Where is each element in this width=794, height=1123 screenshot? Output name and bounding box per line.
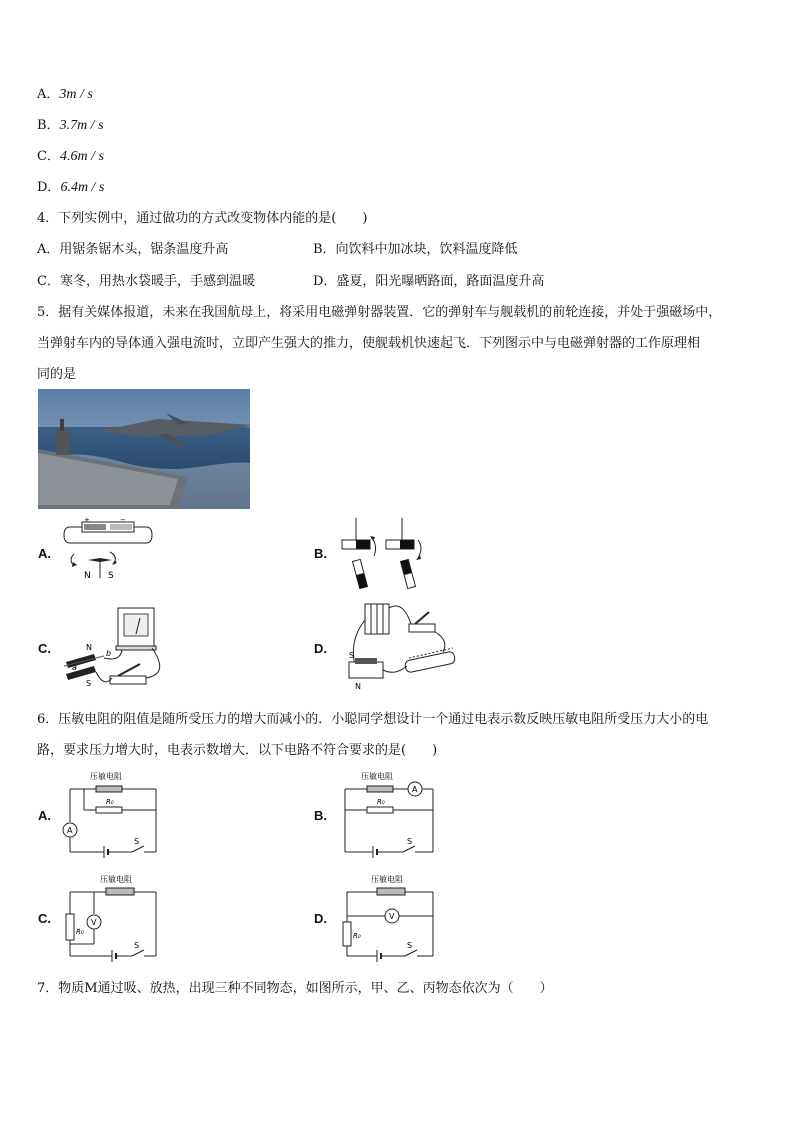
q3-option-a-value: 3m / s xyxy=(59,87,93,102)
q6-option-d-label: D. xyxy=(314,911,327,926)
q6-option-b-label: B. xyxy=(314,808,327,823)
q3-option-d-text: D． xyxy=(37,180,61,195)
aircraft-carrier-photo xyxy=(38,389,250,509)
svg-text:压敏电阻: 压敏电阻 xyxy=(100,875,132,884)
svg-text:S: S xyxy=(407,941,413,950)
coil-compass-diagram xyxy=(60,516,160,586)
compass-s-label: S xyxy=(108,571,114,581)
q4-option-c: C．寒冬，用热水袋暖手，手感到温暖 xyxy=(37,274,255,289)
circuit-d xyxy=(337,872,447,962)
magnet-rotation-diagram xyxy=(336,516,436,590)
svg-text:R₀: R₀ xyxy=(106,798,114,806)
circuit-a xyxy=(60,770,170,860)
q3-option-a xyxy=(37,83,93,103)
q5-option-a-label: A. xyxy=(38,546,51,561)
q4-option-d: D．盛夏，阳光曝晒路面，路面温度升高 xyxy=(313,274,545,289)
q3-option-d xyxy=(37,176,104,196)
svg-text:压敏电阻: 压敏电阻 xyxy=(371,875,403,884)
q6-option-c-label: C. xyxy=(38,911,51,926)
q5-option-b-label: B. xyxy=(314,546,327,561)
q3-option-b-text: B． xyxy=(37,118,60,133)
q3-option-c xyxy=(37,145,104,165)
electromagnet-apparatus-diagram xyxy=(345,600,465,692)
compass-n-label: N xyxy=(84,571,91,581)
q3-option-d-value: 6.4m / s xyxy=(60,180,105,195)
q7-stem: 7．物质M通过吸、放热，出现三种不同物态，如图所示，甲、乙、丙物态依次为（ ） xyxy=(37,981,553,996)
q5-option-d-label: D. xyxy=(314,641,327,656)
q3-option-a-text: A． xyxy=(37,87,60,102)
circuit-b xyxy=(337,770,447,860)
q5-stem-line-3: 同的是 xyxy=(37,367,77,382)
svg-text:A: A xyxy=(412,785,418,794)
q4-option-b: B．向饮料中加冰块，饮料温度降低 xyxy=(313,242,518,257)
svg-text:b: b xyxy=(106,649,112,658)
svg-text:+: + xyxy=(84,516,90,524)
circuit-c xyxy=(60,872,170,962)
electromagnet-n-label: N xyxy=(355,682,361,691)
svg-text:V: V xyxy=(91,918,97,927)
svg-text:R₀: R₀ xyxy=(353,932,361,940)
electromagnet-s-label: S xyxy=(349,651,355,660)
q3-option-c-text: C． xyxy=(37,149,60,164)
svg-text:R₀: R₀ xyxy=(377,798,385,806)
q4-stem: 4．下列实例中，通过做功的方式改变物体内能的是( ) xyxy=(37,211,368,226)
svg-text:S: S xyxy=(134,941,140,950)
q3-option-c-value: 4.6m / s xyxy=(59,149,104,164)
q6-option-a-label: A. xyxy=(38,808,51,823)
q3-option-b xyxy=(37,114,104,134)
svg-text:A: A xyxy=(67,826,73,835)
q5-option-c-label: C. xyxy=(38,641,51,656)
svg-text:V: V xyxy=(389,912,395,921)
q5-stem-line-1: 5．据有关媒体报道，未来在我国航母上，将采用电磁弹射器装置．它的弹射车与舰载机的前轮连接，并处于强磁场中， xyxy=(37,305,722,320)
sensor-label: 压敏电阻 xyxy=(90,772,122,781)
svg-text:S: S xyxy=(407,837,413,846)
magnet-s-label: S xyxy=(86,679,92,688)
svg-text:a: a xyxy=(72,663,77,672)
q6-stem-line-1: 6．压敏电阻的阻值是随所受压力的增大而减小的．小聪同学想设计一个通过电表示数反映压敏电阻所受压力大小的电 xyxy=(37,712,709,727)
q5-stem-line-2: 当弹射车内的导体通入强电流时，立即产生强大的推力，使舰载机快速起飞．下列图示中与电磁弹射器的工作原理相 xyxy=(37,336,701,351)
svg-text:S: S xyxy=(134,837,140,846)
q6-stem-line-2: 路，要求压力增大时，电表示数增大．以下电路不符合要求的是( ) xyxy=(37,743,438,758)
svg-text:压敏电阻: 压敏电阻 xyxy=(361,772,393,781)
q3-option-b-value: 3.7m / s xyxy=(59,118,104,133)
magnet-n-label: N xyxy=(86,643,92,652)
svg-text:R₀: R₀ xyxy=(76,928,84,936)
q4-option-a: A．用锯条锯木头，锯条温度升高 xyxy=(37,242,229,257)
svg-text:−: − xyxy=(120,516,126,524)
generator-galvanometer-diagram xyxy=(60,604,180,690)
